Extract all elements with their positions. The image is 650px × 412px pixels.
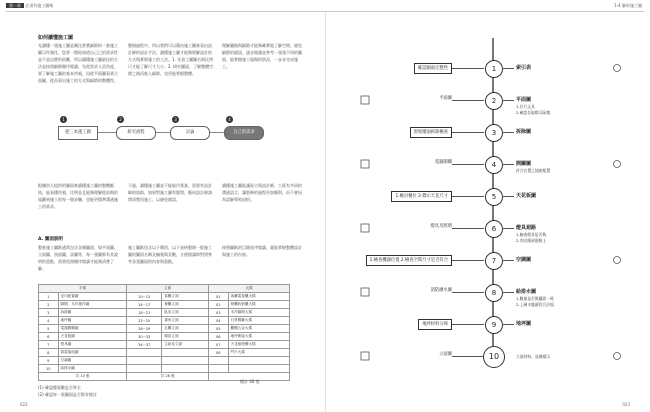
chapter-title: 必須有施工圖嗎 [25,3,54,8]
left-connector [452,132,484,133]
flow-node-10: 10 [483,346,505,368]
body-mid2: 不過，讀懂施工圖並不能取代專業，需要有設計師的協助，如果對施工圖有疑問，應向設計師詢問清楚再施工，以避免錯誤。 [128,183,212,202]
right-connector [502,68,514,69]
table-cell: 34~37 [127,341,162,349]
step-icon [360,287,370,297]
table-cell [127,357,162,365]
flow-right-label: 拆除圖 [516,129,532,135]
body-mid1: 根據別人提供的圖面來讀懂施工圖的整體脈絡，能看懂符號、比例並且能夠理解從前期的規劃到施工的每一個步驟，也能更精準溝通施工的需求。 [38,183,118,209]
flow-right-label: 空調圖 [516,257,532,263]
page-number-right: 023 [622,402,630,407]
table-cell: 1 [39,293,59,301]
table-cell [162,349,209,357]
flow-left-label: 平面圖 [439,96,452,101]
table-row [39,349,290,357]
table-cell: 08 [209,349,229,357]
step-right-icon [612,63,622,73]
table-cell: 04 [209,317,229,325]
flow-left-label: 原始牆面拆除檢查 [410,127,452,138]
table-cell: 03 [209,309,229,317]
flow-left-label: 1.檢查機器位置 2.檢查空間尺寸是否符合 [366,255,452,266]
table-row [39,325,290,333]
table-row [39,317,290,325]
table-cell: 5 [39,325,59,333]
table-cell: 主臥室立面 [162,341,209,349]
flow-right-label: 給排水圖 [516,289,537,295]
table-cell: 7 [39,341,59,349]
right-connector [502,324,514,325]
right-connector [502,260,514,261]
th-plan: 平面 [39,285,127,293]
left-connector [452,228,484,229]
table-cell: 給排水圖 [58,365,127,373]
table-cell [228,357,290,365]
table-cell [127,365,162,373]
flow-right-label: 燈具迴路 [516,225,537,231]
flow-node-8: 8 [485,284,503,302]
table-cell: 電器開關圖 [58,325,127,333]
flow-node-3: 3 [485,124,503,142]
flow-left-label: 地坪材料分佈 [418,319,452,330]
table-cell: 地坪銜接大樣 [228,333,290,341]
table-cell: 弱電插座圖 [58,349,127,357]
process-step-3: 討論 [170,126,210,140]
step-icon [360,159,370,169]
table-cell: 3 [39,309,59,317]
flow-node-9: 9 [485,316,503,334]
right-connector [502,132,514,133]
left-connector [452,68,484,69]
process-num-1: 1 [60,116,67,123]
table-cell: 衛浴立面 [162,333,209,341]
body-mid3: 讀懂施工圖能讓屋主與設計師、工班有共同的溝通語言，讓裝修的過程更加順利，而不會因為誤解導致糾紛。 [222,183,302,202]
flow-right-label: 平面圖 [516,97,532,103]
flow-node-1: 1 [485,60,503,78]
step-right-icon [612,351,622,361]
flow-right-label: 天花板圖 [516,193,537,199]
flow-left-label: 電器開關 [434,160,452,165]
table-cell: 10 [39,365,59,373]
table-cell: 18~21 [127,309,162,317]
table-cell: 天花板燈槽大樣 [228,341,290,349]
process-num-4: 4 [226,116,233,123]
table-cell [127,349,162,357]
page-number-left: 022 [20,402,28,407]
page-gutter [325,12,326,412]
table-cell [228,365,290,373]
table-cell: 22~25 [127,317,162,325]
table-row [39,357,290,365]
body-col1: 先讀懂一張施工圖是關注甚麼細節的一套施工圖示符號化，您要一開始知道自己已的需求性並不是這麼的困難，所以讀懂施工圖最佳的方法是按照細節順序閱讀，先從需求人員角度，要了解施工圖的基本符號，再從平面圖看到立面圖，從而看出施工的方式與細節的整體性。 [38,43,118,83]
table-row [39,293,290,301]
chapter-tag: 第一章 [6,3,24,8]
flow-left-label: 確認圖面完整性 [414,63,452,74]
table-cell: 地坪圖 [58,317,127,325]
table-cell: 玄關立面 [162,325,209,333]
left-connector [452,100,484,101]
flow-left-label: 消防灑水圖 [430,288,452,293]
table-cell [209,365,229,373]
left-connector [452,356,484,357]
flow-right-sub: 符合位置之插座配置 [516,168,551,173]
flow-node-4: 4 [485,156,503,174]
table-cell: 客廳電視櫃大樣 [228,293,290,301]
step-right-icon [612,255,622,265]
table-cell: 木作隔間大樣 [228,309,290,317]
flow-right-sub: 1.檢查燈具是否夠 [516,232,547,237]
table-cell: 書房立面 [162,317,209,325]
table-cell: 室內配置圖 [58,293,127,301]
table-row [39,333,290,341]
table-cell: 06 [209,333,229,341]
table-cell: 02 [209,301,229,309]
flow-right-label: 地坪圖 [516,321,532,327]
flow-left-label: 燈具及照明 [430,224,452,229]
table-cell: 燈具圖 [58,341,127,349]
table-cell [162,365,209,373]
table-cell: 餐廳立面 [162,301,209,309]
flow-right-sub: 2.有回饋到迴路上 [516,238,547,243]
th-detail: 大樣 [209,285,290,293]
step-icon [360,223,370,233]
left-connector [452,292,484,293]
sub-col1: 整套施工圖紙通常包含各類圖面，如平面圖、立面圖、剖面圖、詳圖等，每一張圖都有其說明的重點，需要依照順序閱讀才能夠清楚了解。 [38,245,118,271]
table-row [39,309,290,317]
table-cell [162,357,209,365]
step-icon [360,95,370,105]
flow-node-5: 5 [485,188,503,206]
table-grand-total: 總計 46 張 [240,379,260,384]
flow-left-label: 1.檢討餐位 2.標示天花尺寸 [391,191,452,202]
process-step-1: 從三本施工圖 [58,126,98,140]
left-connector [452,260,484,261]
flow-right-label: 開關圖 [516,161,532,167]
table-cell: 空調圖 [58,357,127,365]
left-connector [452,164,484,165]
section-title: 如何讀懂施工圖 [38,35,74,41]
right-connector [502,164,514,165]
right-connector [502,196,514,197]
flow-right-sub: 1.存行文具 [516,104,535,109]
step-right-icon [612,159,622,169]
process-step-2: 研究流程 [116,126,156,140]
table-cell: 拆除圖 [58,309,127,317]
th-elevation: 立面 [127,285,209,293]
flow-node-2: 2 [485,92,503,110]
table-row [39,341,290,349]
step-icon [360,351,370,361]
table-cell [209,357,229,365]
body-col3: 理解圖後與細節才能夠確實地了解空間，避免細節的錯誤，逐步閱讀並參考一張張不同的圖面，能掌握施工現場的狀況，一步步完成施工。 [222,43,302,69]
note-2: (2) 確認每一張圖面是否都有標註 [38,392,97,397]
table-cell: 天花板圖 [58,333,127,341]
flow-right-label: 索引表 [516,65,532,71]
right-connector [502,228,514,229]
sub-col2: 施工圖紙包含以下類別，以下表格整理一般施工圖的圖面名稱及編號與頁數，方便閱讀時對照參考各張圖面的內容與重點。 [128,245,212,264]
table-cell: 門片大樣 [228,349,290,357]
left-connector [452,196,484,197]
flow-left-label: 立面圖 [439,352,452,357]
sub-section-title: A. 圖面說明 [38,237,63,242]
flow-right-sub: 2.確認存取標示區塊 [516,110,550,115]
table-cell: 客廳立面 [162,293,209,301]
table-cell: 石材踢腳大樣 [228,317,290,325]
left-connector [452,324,484,325]
left-running-header [6,3,53,9]
flow-node-6: 6 [485,220,503,238]
table-cell: 26~29 [127,325,162,333]
table-cell: 6 [39,333,59,341]
table-cell: 臥室立面 [162,309,209,317]
total-plan: 共 10 張 [39,373,127,381]
table-cell: 櫃體五金大樣 [228,325,290,333]
table-cell: 10~13 [127,293,162,301]
note-1: (1) 確認總張數是否齊全 [38,385,81,390]
table-cell: 30~33 [127,333,162,341]
process-num-3: 3 [172,116,179,123]
process-step-4: 自己的需求 [224,126,264,140]
table-cell: 05 [209,325,229,333]
total-elevation: 共 28 張 [127,373,209,381]
table-row [39,301,290,309]
flow-right-sub: 1.數量是否與圖面一致 [516,296,554,301]
drawing-list-table [38,284,290,381]
process-num-2: 2 [117,116,124,123]
flow-node-7: 7 [485,252,503,270]
sub-col3: 按照圖紙的目錄依序閱讀，就能掌握整體設計與施工的內容。 [222,245,302,257]
table-cell: 07 [209,341,229,349]
body-col2: 整個過程中，所以我們可以藉由施工圖來看出設計師的設計手法，讀懂施工圖才能夠理解設計的方式與實際施工的工法。1. 先看工圖圖名與比例尺才能了解尺寸大小。2. 研究圖面，了解整體空間之後再進入細節，也更能掌握整體。 [128,43,214,76]
flow-right-sub: 立面材料、設備標示 [516,354,551,359]
table-cell: 8 [39,349,59,357]
right-connector [502,100,514,101]
flow-right-sub: 2.上層水龍頭符合法規 [516,302,554,307]
table-cell: 隔間、木作施作圖 [58,301,127,309]
table-header-row [39,285,290,293]
table-cell: 14~17 [127,301,162,309]
right-running-header: 1-4 解析施工圖 [614,3,642,8]
table-cell: 餐廳收納櫃大樣 [228,301,290,309]
table-cell: 01 [209,293,229,301]
table-cell: 4 [39,317,59,325]
table-cell: 2 [39,301,59,309]
right-connector [502,292,514,293]
table-row [39,365,290,373]
table-cell: 9 [39,357,59,365]
